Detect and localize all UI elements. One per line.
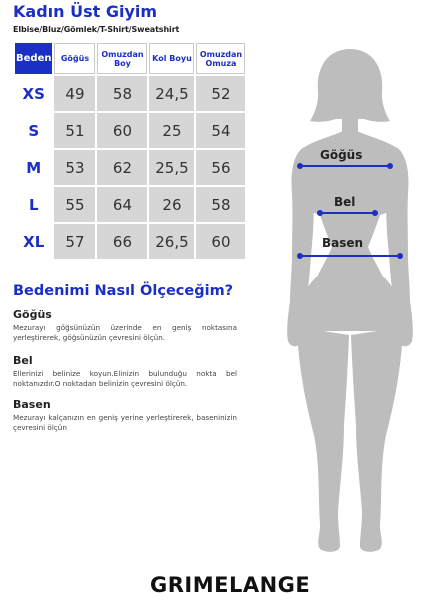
size-cell: XS bbox=[15, 76, 52, 111]
table-cell: 24,5 bbox=[149, 76, 194, 111]
table-row bbox=[15, 76, 245, 111]
size-cell: L bbox=[15, 187, 52, 222]
table-cell: 25 bbox=[149, 113, 194, 148]
table-cell: 60 bbox=[97, 113, 147, 148]
table-row bbox=[15, 150, 245, 185]
table-cell: 60 bbox=[196, 224, 245, 259]
chest-label: Göğüs bbox=[320, 148, 363, 162]
table-row bbox=[15, 187, 245, 222]
table-cell: 26 bbox=[149, 187, 194, 222]
column-header-chest: Göğüs bbox=[54, 43, 95, 74]
guide-section-text: Mezurayı kalçanızın en geniş yerine yerleştirerek, baseninizin çevresini ölçün bbox=[13, 413, 237, 432]
size-cell: S bbox=[15, 113, 52, 148]
table-cell: 26,5 bbox=[149, 224, 194, 259]
brand-logo: GRIMELANGE bbox=[150, 573, 311, 597]
body-silhouette-figure bbox=[280, 35, 420, 560]
table-cell: 51 bbox=[54, 113, 95, 148]
table-cell: 62 bbox=[97, 150, 147, 185]
guide-section-title: Bel bbox=[13, 354, 33, 367]
page-title: Kadın Üst Giyim bbox=[13, 2, 158, 21]
body-silhouette bbox=[287, 49, 413, 552]
waist-label: Bel bbox=[334, 195, 356, 209]
column-header-sleeve: Kol Boyu bbox=[149, 43, 194, 74]
table-cell: 55 bbox=[54, 187, 95, 222]
guide-section-waist bbox=[13, 354, 237, 389]
table-cell: 54 bbox=[196, 113, 245, 148]
table-cell: 53 bbox=[54, 150, 95, 185]
table-cell: 58 bbox=[97, 76, 147, 111]
column-header-length: Omuzdan Boy bbox=[97, 43, 147, 74]
table-cell: 49 bbox=[54, 76, 95, 111]
guide-section-text: Mezurayı göğsünüzün üzerinde en geniş noktasına yerleştirerek, göğsünüzün çevresini ölçün. bbox=[13, 323, 237, 342]
table-cell: 25,5 bbox=[149, 150, 194, 185]
hip-label: Basen bbox=[322, 236, 364, 250]
column-header-shoulder: Omuzdan Omuza bbox=[196, 43, 245, 74]
table-header-row bbox=[15, 43, 245, 74]
size-cell: M bbox=[15, 150, 52, 185]
guide-section-chest bbox=[13, 308, 237, 343]
guide-section-text: Ellerinizi belinize koyun.Elinizin bulunduğu nokta bel noktanızdır.O noktadan belinizin çevresini ölçün. bbox=[13, 369, 237, 388]
table-cell: 57 bbox=[54, 224, 95, 259]
page-subtitle: Elbise/Bluz/Gömlek/T-Shirt/Sweatshirt bbox=[13, 25, 180, 34]
guide-section-title: Basen bbox=[13, 398, 51, 411]
size-table bbox=[13, 41, 247, 261]
table-cell: 66 bbox=[97, 224, 147, 259]
table-cell: 64 bbox=[97, 187, 147, 222]
table-row bbox=[15, 224, 245, 259]
table-cell: 52 bbox=[196, 76, 245, 111]
guide-section-title: Göğüs bbox=[13, 308, 52, 321]
column-header-size: Beden bbox=[15, 43, 52, 74]
table-cell: 56 bbox=[196, 150, 245, 185]
table-row bbox=[15, 113, 245, 148]
table-cell: 58 bbox=[196, 187, 245, 222]
measure-guide-heading: Bedenimi Nasıl Ölçeceğim? bbox=[13, 283, 234, 299]
guide-section-hip bbox=[13, 398, 237, 433]
size-cell: XL bbox=[15, 224, 52, 259]
